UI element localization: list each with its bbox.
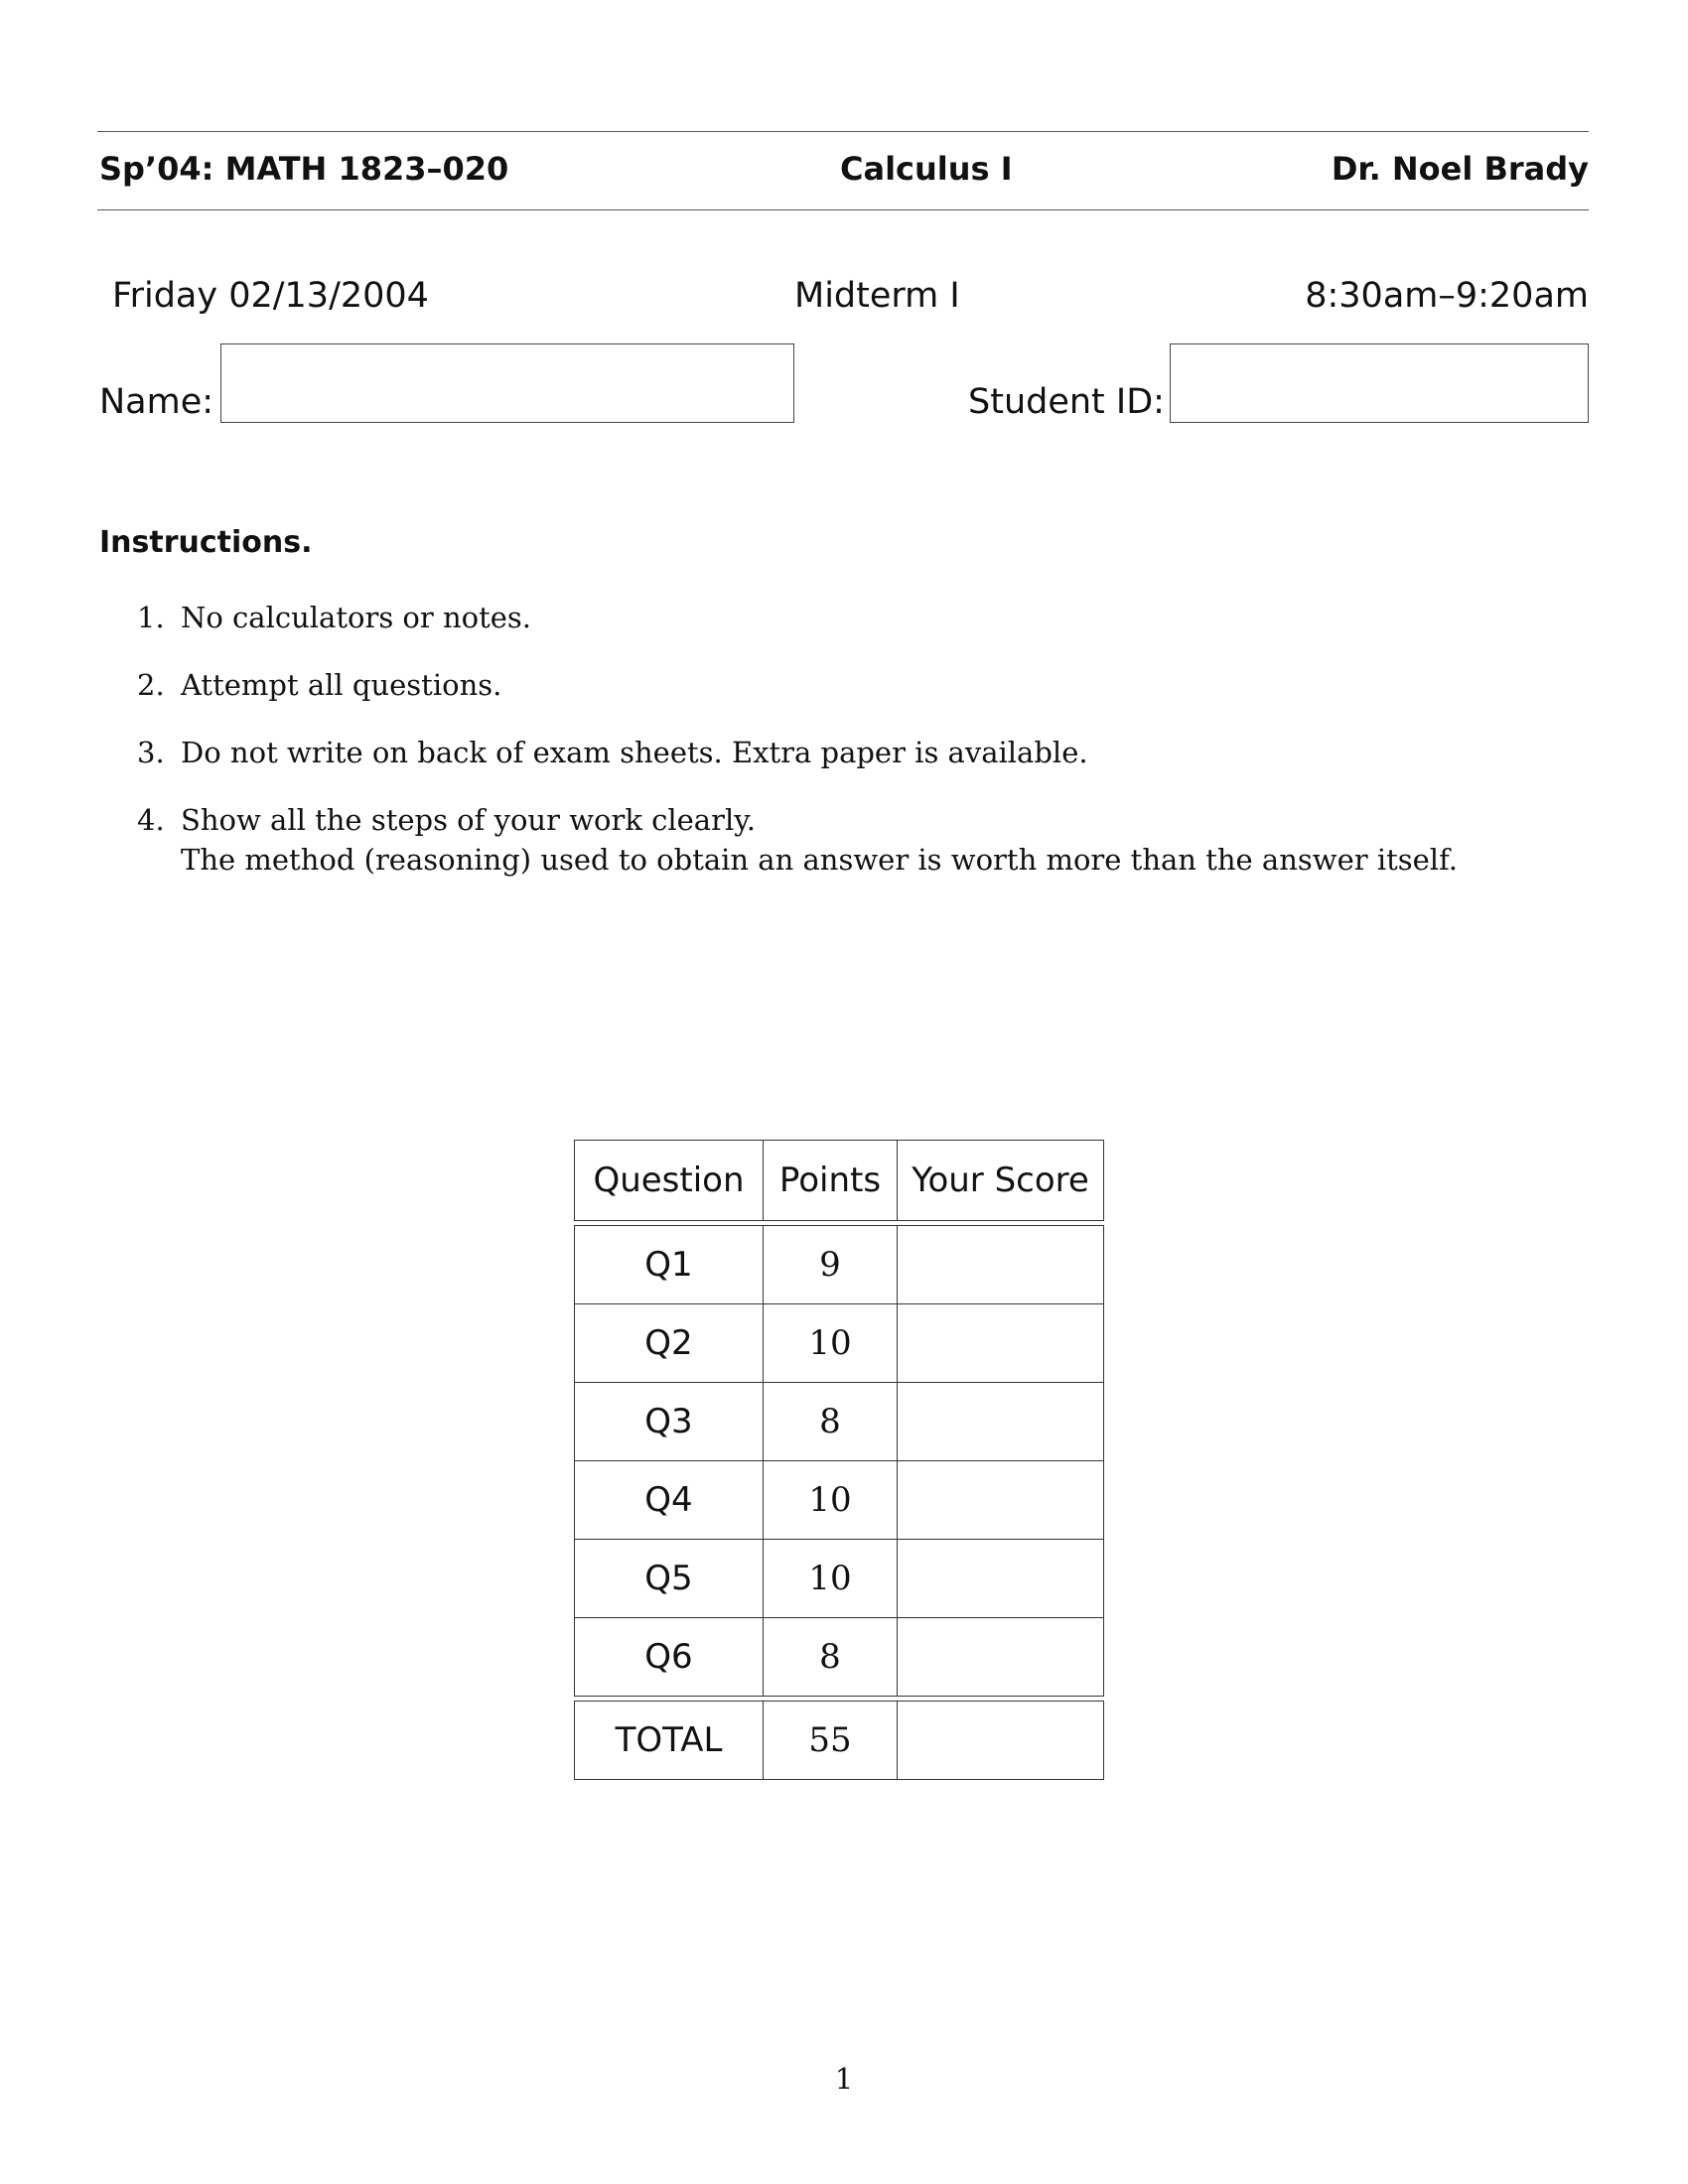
total-score-cell[interactable] bbox=[898, 1702, 1104, 1780]
points-cell: 10 bbox=[764, 1540, 898, 1618]
instruction-item bbox=[137, 598, 531, 637]
score-table bbox=[574, 1140, 1104, 1780]
exam-date: Friday 02/13/2004 bbox=[112, 276, 429, 316]
question-cell: Q5 bbox=[575, 1540, 764, 1618]
course-title: Calculus I bbox=[840, 150, 1013, 188]
score-cell[interactable] bbox=[898, 1304, 1104, 1383]
instruction-text: Show all the steps of your work clearly. bbox=[181, 803, 756, 837]
instructor-name: Dr. Noel Brady bbox=[1331, 150, 1589, 188]
table-row bbox=[575, 1461, 1104, 1540]
exam-name: Midterm I bbox=[794, 276, 960, 316]
table-row bbox=[575, 1618, 1104, 1697]
total-label: TOTAL bbox=[575, 1702, 764, 1780]
instruction-number: 3. bbox=[137, 736, 165, 769]
question-cell: Q1 bbox=[575, 1226, 764, 1304]
instruction-text: Do not write on back of exam sheets. Extra paper is available. bbox=[181, 736, 1088, 769]
score-cell[interactable] bbox=[898, 1618, 1104, 1697]
score-cell[interactable] bbox=[898, 1383, 1104, 1461]
column-header-score: Your Score bbox=[898, 1141, 1104, 1221]
score-cell[interactable] bbox=[898, 1226, 1104, 1304]
column-header-question: Question bbox=[575, 1141, 764, 1221]
instruction-item bbox=[137, 665, 501, 705]
question-cell: Q3 bbox=[575, 1383, 764, 1461]
instructions-title: Instructions. bbox=[99, 525, 313, 560]
instruction-number: 4. bbox=[137, 803, 165, 837]
table-row bbox=[575, 1383, 1104, 1461]
header-top-rule bbox=[97, 131, 1589, 132]
instruction-text: Attempt all questions. bbox=[181, 668, 502, 702]
instruction-number: 2. bbox=[137, 668, 165, 702]
total-points: 55 bbox=[764, 1702, 898, 1780]
points-cell: 10 bbox=[764, 1461, 898, 1540]
name-label: Name: bbox=[99, 382, 214, 422]
question-cell: Q6 bbox=[575, 1618, 764, 1697]
points-cell: 8 bbox=[764, 1618, 898, 1697]
student-id-field[interactable] bbox=[1170, 343, 1589, 423]
points-cell: 10 bbox=[764, 1304, 898, 1383]
points-cell: 8 bbox=[764, 1383, 898, 1461]
table-header-row bbox=[575, 1141, 1104, 1221]
student-id-label: Student ID: bbox=[968, 382, 1165, 422]
page-number: 1 bbox=[834, 2062, 854, 2096]
table-row bbox=[575, 1304, 1104, 1383]
instruction-number: 1. bbox=[137, 601, 165, 634]
question-cell: Q2 bbox=[575, 1304, 764, 1383]
score-cell[interactable] bbox=[898, 1540, 1104, 1618]
points-cell: 9 bbox=[764, 1226, 898, 1304]
table-row bbox=[575, 1226, 1104, 1304]
exam-time: 8:30am–9:20am bbox=[1305, 276, 1589, 316]
instruction-text-continued: The method (reasoning) used to obtain an answer is worth more than the answer itself. bbox=[181, 843, 1458, 877]
score-cell[interactable] bbox=[898, 1461, 1104, 1540]
table-row bbox=[575, 1540, 1104, 1618]
header-bottom-rule bbox=[97, 209, 1589, 210]
instruction-item bbox=[137, 800, 1458, 880]
total-row bbox=[575, 1702, 1104, 1780]
question-cell: Q4 bbox=[575, 1461, 764, 1540]
name-field[interactable] bbox=[220, 343, 794, 423]
instruction-text: No calculators or notes. bbox=[181, 601, 532, 634]
column-header-points: Points bbox=[764, 1141, 898, 1221]
instruction-item bbox=[137, 733, 1088, 772]
course-code: Sp’04: MATH 1823–020 bbox=[99, 150, 509, 188]
